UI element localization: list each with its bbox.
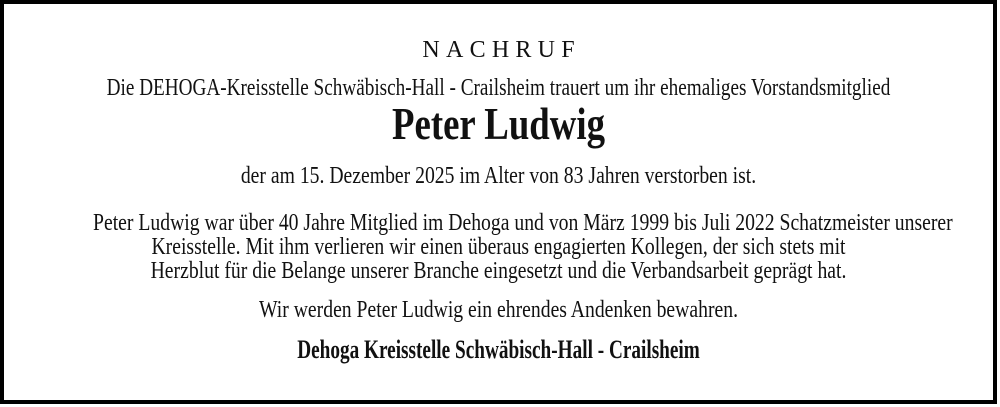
- notice-intro: Die DEHOGA-Kreisstelle Schwäbisch-Hall - Crailsheim trauert um ihr ehemaliges Vorstandsmitglied: [106, 75, 891, 101]
- signature-line: Dehoga Kreisstelle Schwäbisch-Hall - Crailsheim: [297, 335, 700, 364]
- notice-kicker: NACHRUF: [422, 37, 581, 63]
- deceased-name: Peter Ludwig: [392, 98, 605, 149]
- notice-body-line: Herzblut für die Belange unserer Branche eingesetzt und die Verbandsarbeit geprägt hat.: [150, 258, 847, 284]
- notice-body-line: Kreisstelle. Mit ihm verlieren wir einen überaus engagierten Kollegen, der sich stets mit: [151, 234, 846, 260]
- notice-body-line: Peter Ludwig war über 40 Jahre Mitglied im Dehoga und von März 1999 bis Juli 2022 Schatzmeister unserer: [93, 210, 953, 236]
- death-date-line: der am 15. Dezember 2025 im Alter von 83 Jahren verstorben ist.: [240, 163, 757, 189]
- closing-sentence: Wir werden Peter Ludwig ein ehrendes Andenken bewahren.: [258, 297, 739, 323]
- notice-body: [4, 211, 993, 283]
